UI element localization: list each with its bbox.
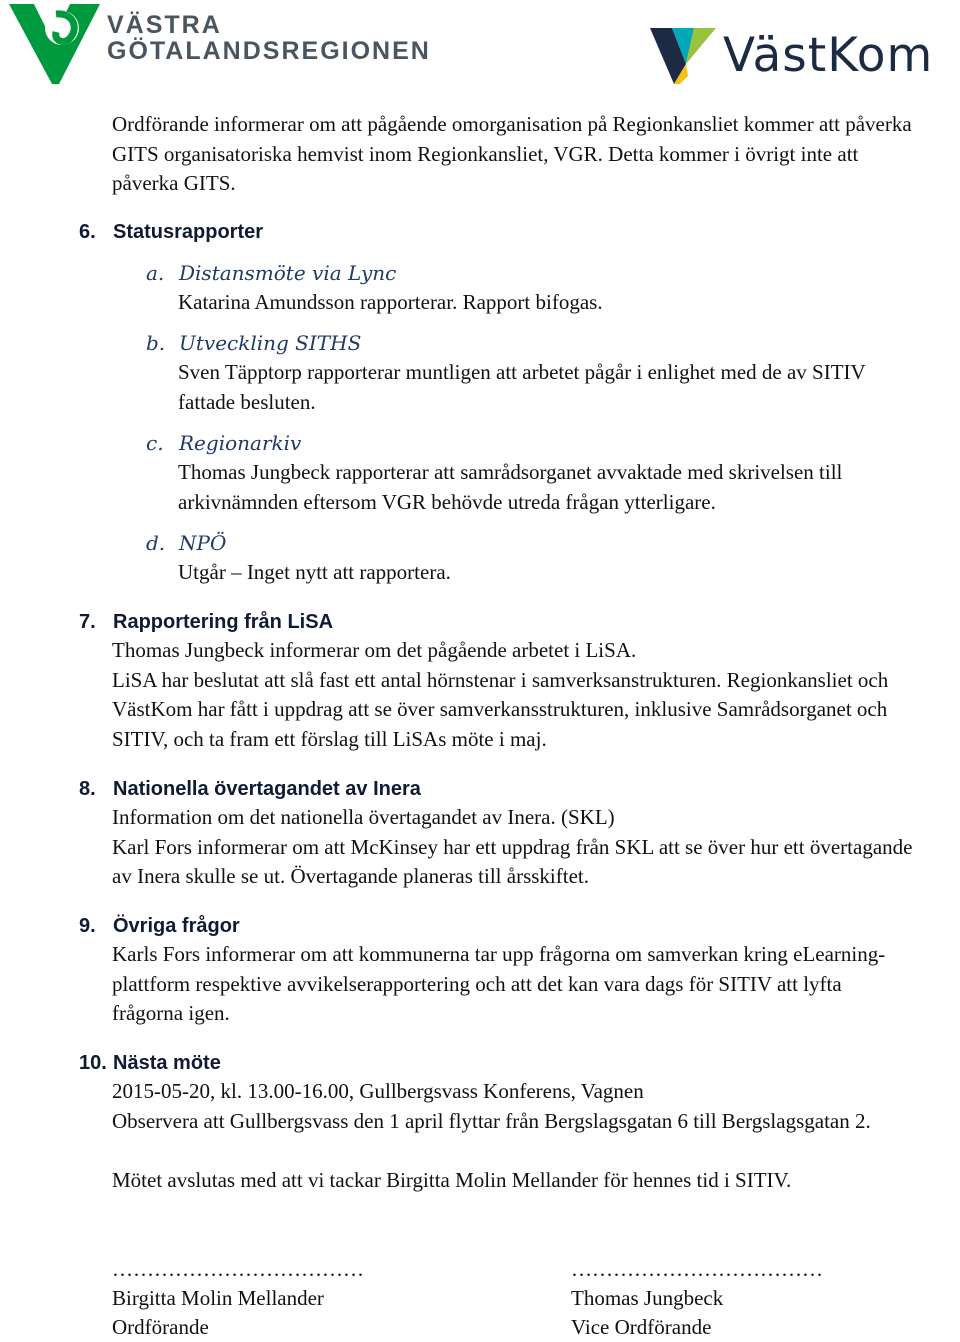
signatory-name: Thomas Jungbeck — [571, 1286, 724, 1310]
closing-paragraph: Mötet avslutas med att vi tackar Birgitta Molin Mellander för hennes tid i SITIV. — [112, 1168, 792, 1192]
intro-paragraph — [112, 110, 912, 199]
vgr-wordmark — [107, 12, 431, 64]
vgr-logo — [4, 0, 431, 92]
text-line: Information om det nationella övertagandet av Inera. (SKL) — [112, 805, 615, 829]
sub-heading: Utveckling SITHS — [179, 331, 362, 355]
signature-block-right — [571, 1255, 823, 1342]
section-paragraph — [112, 940, 885, 1029]
sub-letter: c. — [146, 431, 164, 455]
sub-letter: b. — [146, 331, 166, 355]
section-paragraph — [112, 1077, 871, 1136]
section-heading: Nästa möte — [113, 1052, 221, 1074]
signatory-role: Ordförande — [112, 1315, 209, 1339]
sub-heading: Regionarkiv — [179, 431, 302, 455]
section-number: 7. — [79, 611, 96, 633]
text-line: Thomas Jungbeck informerar om det pågående arbetet i LiSA. — [112, 638, 637, 662]
sub-heading: Distansmöte via Lync — [179, 261, 397, 285]
section-heading: Övriga frågor — [113, 915, 240, 937]
text-line: av Inera skulle se ut. Övertagande planeras till årsskiftet. — [112, 864, 589, 888]
section-number: 6. — [79, 221, 96, 243]
section-number: 9. — [79, 915, 96, 937]
vastkom-wordmark: VästKom — [723, 28, 934, 83]
text-line: LiSA har beslutat att slå fast ett antal hörnstenar i samverksanstrukturen. Regionkansliet och — [112, 667, 889, 692]
text-line: Ordförande informerar om att pågående omorganisation på Regionkansliet kommer att påverka — [112, 112, 912, 136]
sub-paragraph — [178, 358, 866, 417]
vgr-line1: VÄSTRA — [107, 11, 222, 39]
text-line: Katarina Amundsson rapporterar. Rapport bifogas. — [178, 290, 603, 314]
text-line: Karl Fors informerar om att McKinsey har ett uppdrag från SKL att se över hur ett övertagande — [112, 834, 913, 859]
vastkom-emblem-icon — [648, 24, 720, 86]
sub-heading: NPÖ — [179, 531, 227, 555]
text-line: plattform respektive avvikelserapportering och att det kan vara dags för SITIV att lyfta — [112, 971, 842, 996]
section-number: 8. — [79, 778, 96, 800]
text-line: Karls Fors informerar om att kommunerna tar upp frågorna om samverkan kring eLearning- — [112, 942, 886, 966]
vgr-emblem-icon — [4, 0, 104, 92]
section-paragraph — [112, 803, 912, 892]
text-line: Observera att Gullbergsvass den 1 april flyttar från Bergslagsgatan 6 till Bergslagsgatan 2. — [112, 1108, 871, 1133]
text-line: arkivnämnden eftersom VGR behövde utreda frågan ytterligare. — [178, 489, 716, 514]
sub-letter: a. — [146, 261, 165, 285]
signatory-name: Birgitta Molin Mellander — [112, 1286, 324, 1310]
signature-line: ……………………………… — [571, 1257, 823, 1281]
text-line: fattade besluten. — [178, 389, 316, 414]
text-line: 2015-05-20, kl. 13.00-16.00, Gullbergsvass Konferens, Vagnen — [112, 1079, 644, 1103]
text-line: SITIV, och ta fram ett förslag till LiSAs möte i maj. — [112, 726, 547, 751]
sub-paragraph — [178, 558, 451, 588]
section-number: 10. — [79, 1052, 107, 1074]
text-line: Sven Täpptorp rapporterar muntligen att arbetet pågår i enlighet med de av SITIV — [178, 360, 866, 384]
vastkom-logo — [648, 24, 938, 86]
section-heading: Nationella övertagandet av Inera — [113, 778, 421, 800]
text-line: påverka GITS. — [112, 171, 236, 195]
vgr-line2: GÖTALANDSREGIONEN — [107, 37, 431, 65]
text-line: VästKom har fått i uppdrag att se över samverkansstrukturen, inklusive Samrådsorganet och — [112, 697, 888, 721]
section-paragraph — [112, 636, 888, 754]
section-heading: Statusrapporter — [113, 221, 264, 243]
signatory-role: Vice Ordförande — [571, 1315, 712, 1339]
text-line: Utgår – Inget nytt att rapportera. — [178, 560, 451, 584]
text-line: frågorna igen. — [112, 1001, 230, 1025]
text-line: Thomas Jungbeck rapporterar att samrådsorganet avvaktade med skrivelsen till — [178, 460, 843, 484]
sub-paragraph — [178, 288, 603, 318]
sub-letter: d. — [146, 531, 166, 555]
text-line: GITS organisatoriska hemvist inom Regionkansliet, VGR. Detta kommer i övrigt inte att — [112, 141, 859, 166]
signature-line: ……………………………… — [112, 1257, 364, 1281]
section-heading: Rapportering från LiSA — [113, 611, 334, 633]
signature-block-left — [112, 1255, 364, 1342]
sub-paragraph — [178, 458, 842, 517]
